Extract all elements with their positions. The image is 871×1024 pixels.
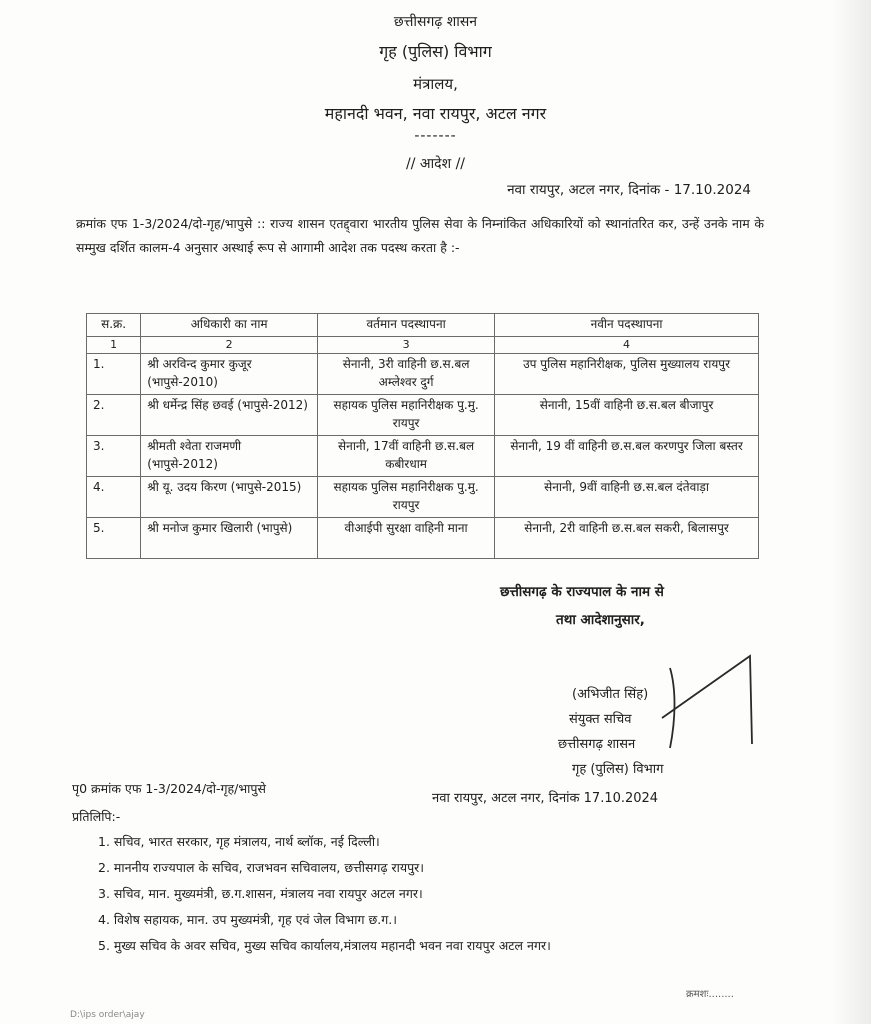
header-government: छत्तीसगढ़ शासन (393, 14, 478, 30)
column-number: 4 (495, 337, 759, 354)
transfer-table (86, 313, 759, 559)
endorsement-date: नवा रायपुर, अटल नगर, दिनांक 17.10.2024 (432, 791, 659, 806)
row-new-posting: उप पुलिस महानिरीक्षक, पुलिस मुख्यालय रायपुर (495, 354, 759, 395)
continued-marker: क्रमशः........ (686, 989, 734, 1000)
row-officer-name: श्रीमती श्वेता राजमणी (भापुसे-2012) (141, 436, 318, 477)
signature-authority-line2: तथा आदेशानुसार, (556, 612, 645, 628)
copy-to-label: प्रतिलिपि:- (72, 809, 121, 824)
header-cell-sno: स.क्र. (87, 314, 141, 337)
list-item: 1. सचिव, भारत सरकार, गृह मंत्रालय, नार्थ ब्लॉक, नई दिल्ली। (98, 834, 380, 849)
list-item: 2. माननीय राज्यपाल के सचिव, राजभवन सचिवालय, छत्तीसगढ़ रायपुर। (98, 860, 425, 875)
row-sno: 2. (87, 395, 141, 436)
row-sno: 3. (87, 436, 141, 477)
row-current-posting: सहायक पुलिस महानिरीक्षक पु.मु. रायपुर (318, 477, 495, 518)
column-number: 3 (318, 337, 495, 354)
handwritten-signature (640, 648, 760, 758)
header-ministry: मंत्रालय, (413, 75, 458, 93)
order-dateline: नवा रायपुर, अटल नगर, दिनांक - 17.10.2024 (507, 182, 751, 198)
row-new-posting: सेनानी, 2री वाहिनी छ.स.बल सकरी, बिलासपुर (495, 518, 759, 559)
signatory-department: गृह (पुलिस) विभाग (572, 762, 664, 777)
header-cell-name: अधिकारी का नाम (141, 314, 318, 337)
row-officer-name: श्री अरविन्द कुमार कुजूर (भापुसे-2010) (141, 354, 318, 395)
signatory-government: छत्तीसगढ़ शासन (558, 737, 636, 752)
table-row (87, 354, 759, 395)
endorsement-number: पृ0 क्रमांक एफ 1-3/2024/दो-गृह/भापुसे (72, 781, 266, 796)
row-officer-name: श्री मनोज कुमार खिलारी (भापुसे) (141, 518, 318, 559)
header-cell-current: वर्तमान पदस्थापना (318, 314, 495, 337)
header-cell-new: नवीन पदस्थापना (495, 314, 759, 337)
row-officer-name: श्री यू. उदय किरण (भापुसे-2015) (141, 477, 318, 518)
row-current-posting: सहायक पुलिस महानिरीक्षक पु.मु. रायपुर (318, 395, 495, 436)
row-new-posting: सेनानी, 19 वीं वाहिनी छ.स.बल करणपुर जिला बस्तर (495, 436, 759, 477)
order-intro-paragraph: क्रमांक एफ 1-3/2024/दो-गृह/भापुसे :: राज्य शासन एतद्द्वारा भारतीय पुलिस सेवा के निम्नांकित अधिकारियों को स्थानांतरित कर, उन्हें उनके नाम के सम्मुख दर्शित कालम-4 अनुसार अस्थाई रूप से आगामी आदेश तक पदस्थ करता है :- (76, 216, 764, 255)
order-title: // आदेश // (405, 156, 466, 172)
list-item: 3. सचिव, मान. मुख्यमंत्री, छ.ग.शासन, मंत्रालय नवा रायपुर अटल नगर। (98, 886, 423, 901)
table-header-row (87, 314, 759, 337)
table-row (87, 395, 759, 436)
signature-authority-line1: छत्तीसगढ़ के राज्यपाल के नाम से (500, 584, 664, 600)
column-number: 1 (87, 337, 141, 354)
header-separator: ------- (414, 128, 457, 144)
table-row (87, 518, 759, 559)
header-department: गृह (पुलिस) विभाग (379, 42, 492, 61)
table-row (87, 477, 759, 518)
list-item: 5. मुख्य सचिव के अवर सचिव, मुख्य सचिव कार्यालय,मंत्रालय महानदी भवन नवा रायपुर अटल नगर। (98, 938, 551, 953)
row-sno: 1. (87, 354, 141, 395)
table-row (87, 436, 759, 477)
row-sno: 4. (87, 477, 141, 518)
row-current-posting: सेनानी, 3री वाहिनी छ.स.बल अम्लेश्वर दुर्ग (318, 354, 495, 395)
column-number-row (87, 337, 759, 354)
row-officer-name: श्री धर्मेन्द्र सिंह छवई (भापुसे-2012) (141, 395, 318, 436)
row-current-posting: सेनानी, 17वीं वाहिनी छ.स.बल कबीरधाम (318, 436, 495, 477)
row-new-posting: सेनानी, 9वीं वाहिनी छ.स.बल दंतेवाड़ा (495, 477, 759, 518)
copy-recipients-list (98, 830, 551, 960)
row-sno: 5. (87, 518, 141, 559)
file-path-footer: D:\ips order\ajay (70, 1010, 145, 1020)
signatory-name: (अभिजीत सिंह) (572, 687, 649, 702)
row-current-posting: वीआईपी सुरक्षा वाहिनी माना (318, 518, 495, 559)
list-item: 4. विशेष सहायक, मान. उप मुख्यमंत्री, गृह एवं जेल विभाग छ.ग.। (98, 912, 397, 927)
signatory-designation: संयुक्त सचिव (569, 712, 632, 727)
header-address: महानदी भवन, नवा रायपुर, अटल नगर (324, 104, 547, 123)
row-new-posting: सेनानी, 15वीं वाहिनी छ.स.बल बीजापुर (495, 395, 759, 436)
column-number: 2 (141, 337, 318, 354)
